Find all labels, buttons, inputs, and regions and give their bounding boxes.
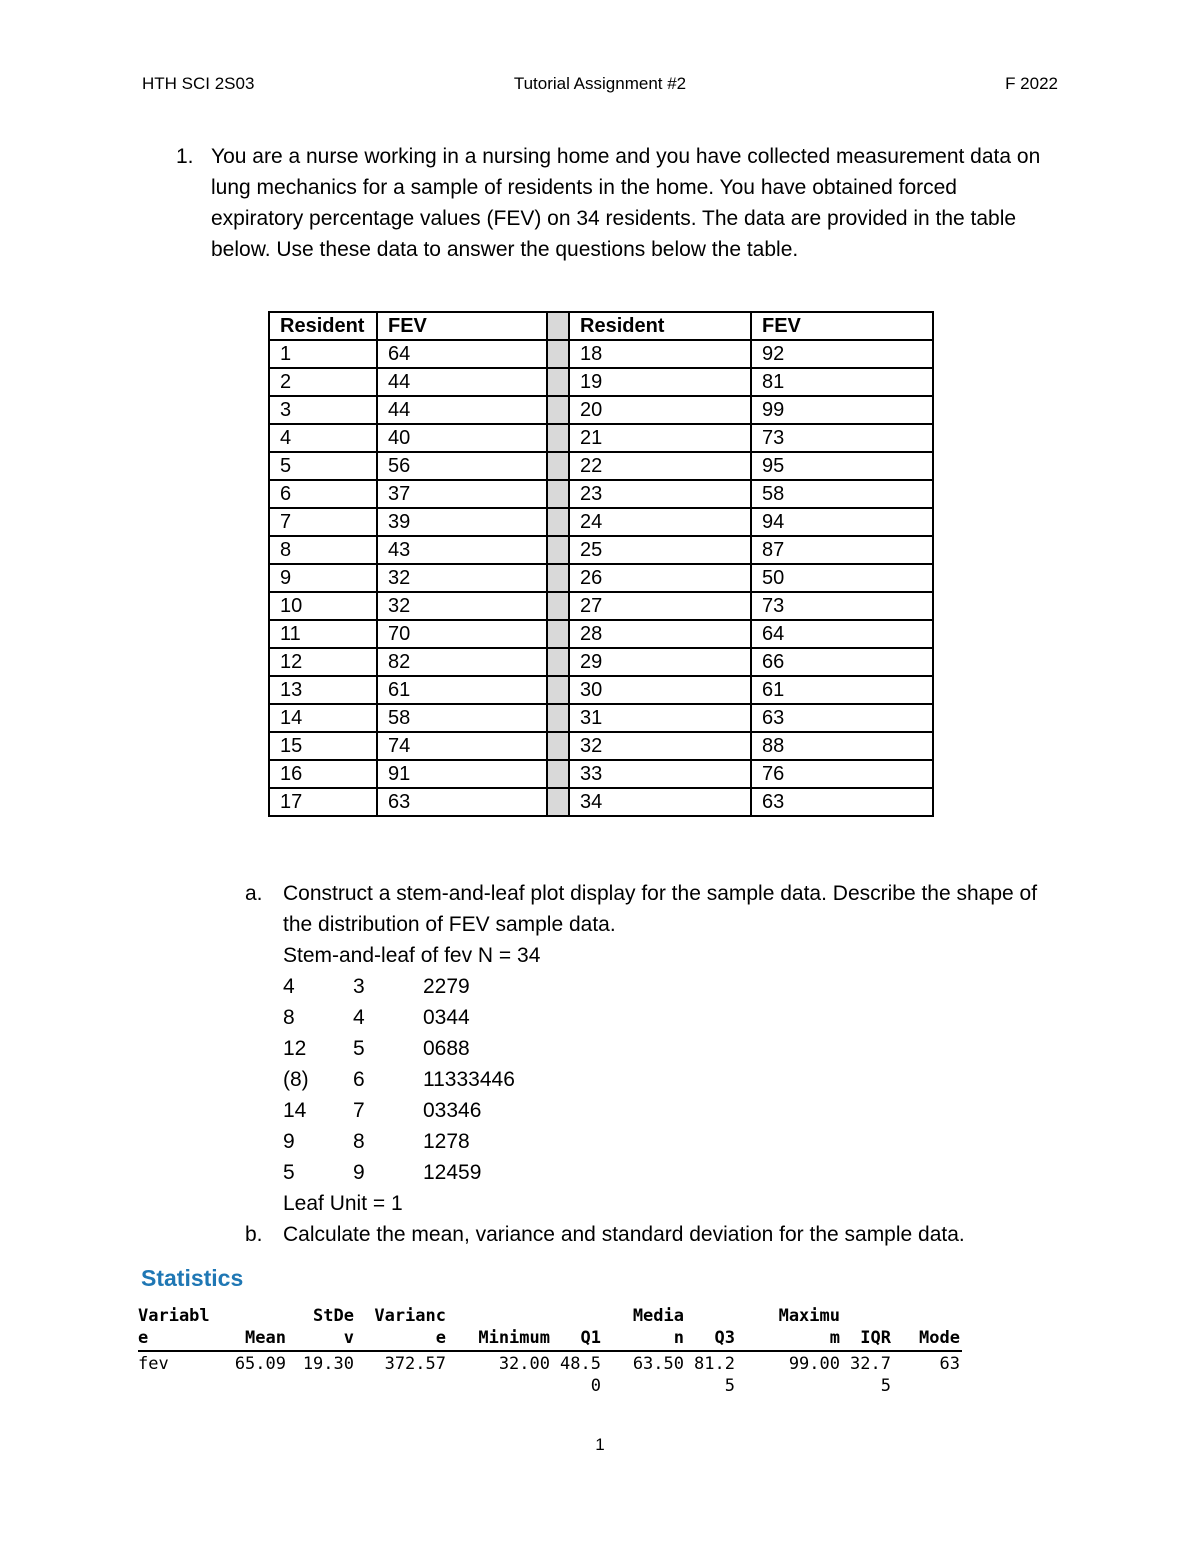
stat-header-text — [245, 1305, 286, 1327]
table-row — [269, 676, 933, 704]
resident-cell: 10 — [269, 592, 377, 620]
stat-header-text: e — [435, 1328, 446, 1348]
fev-cell: 58 — [377, 704, 547, 732]
stemleaf-leaves: 03346 — [423, 1099, 482, 1122]
resident-cell: 12 — [269, 648, 377, 676]
resident-cell: 18 — [569, 340, 751, 368]
fev-cell: 70 — [377, 620, 547, 648]
stat-header-mode — [919, 1305, 960, 1349]
resident-cell: 21 — [569, 424, 751, 452]
part-b-mark: b. — [245, 1223, 263, 1246]
stemleaf-stem: 9 — [353, 1161, 365, 1184]
stat-header-iqr — [860, 1305, 891, 1349]
column-spacer — [547, 480, 569, 508]
fev-cell: 92 — [751, 340, 933, 368]
table-row — [269, 536, 933, 564]
fev-cell: 74 — [377, 732, 547, 760]
stat-header-variance — [374, 1305, 446, 1349]
resident-cell: 2 — [269, 368, 377, 396]
stemleaf-stem: 5 — [353, 1037, 365, 1060]
stat-value-text — [633, 1375, 684, 1397]
stat-header-stdev — [313, 1305, 354, 1349]
resident-cell: 6 — [269, 480, 377, 508]
stat-value-text: 372.57 — [384, 1354, 446, 1374]
stemleaf-stem: 6 — [353, 1068, 365, 1091]
resident-cell: 24 — [569, 508, 751, 536]
resident-cell: 26 — [569, 564, 751, 592]
fev-cell: 58 — [751, 480, 933, 508]
stat-value-minimum — [499, 1353, 550, 1397]
fev-cell: 32 — [377, 592, 547, 620]
stat-value-mode — [940, 1353, 960, 1397]
stat-value-q3 — [694, 1353, 735, 1397]
fev-cell: 63 — [751, 788, 933, 816]
resident-cell: 32 — [569, 732, 751, 760]
header-title: Tutorial Assignment #2 — [513, 74, 687, 93]
stemleaf-leaves: 0344 — [423, 1006, 470, 1029]
column-spacer — [547, 704, 569, 732]
stemleaf-depth: (8) — [283, 1068, 309, 1091]
stat-header-variable — [138, 1305, 210, 1349]
stat-header-text: v — [343, 1328, 354, 1348]
header-resident: Resident — [569, 312, 751, 340]
stemleaf-depth: 9 — [283, 1130, 295, 1153]
header-course: HTH SCI 2S03 — [142, 74, 255, 93]
stat-header-q3 — [715, 1305, 735, 1349]
stat-value-text — [789, 1375, 840, 1397]
stat-value-text — [940, 1375, 960, 1397]
resident-cell: 34 — [569, 788, 751, 816]
stat-header-text: Variabl — [138, 1306, 210, 1326]
fev-cell: 56 — [377, 452, 547, 480]
stat-header-q1 — [581, 1305, 601, 1349]
fev-cell: 82 — [377, 648, 547, 676]
column-spacer — [547, 536, 569, 564]
stat-value-text: 63.50 — [632, 1354, 684, 1374]
table-row — [269, 648, 933, 676]
question-line: expiratory percentage values (FEV) on 34 residents. The data are provided in the table — [211, 207, 1017, 230]
column-spacer — [547, 312, 569, 340]
stat-value-text: 19.30 — [302, 1354, 354, 1374]
table-header-row — [269, 312, 933, 340]
fev-cell: 73 — [751, 592, 933, 620]
stat-header-maximum — [779, 1305, 840, 1349]
stat-value-text: 5 — [724, 1376, 735, 1396]
column-spacer — [547, 340, 569, 368]
table-row — [269, 368, 933, 396]
question-text — [211, 141, 1061, 265]
stat-value-text — [499, 1375, 550, 1397]
stemleaf-leaves: 12459 — [423, 1161, 482, 1184]
stat-header-text — [478, 1305, 550, 1327]
stat-value-text: 81.2 — [694, 1354, 735, 1374]
fev-cell: 32 — [377, 564, 547, 592]
resident-cell: 27 — [569, 592, 751, 620]
fev-cell: 76 — [751, 760, 933, 788]
table-row — [269, 424, 933, 452]
table-row — [269, 788, 933, 816]
stemleaf-stem: 4 — [353, 1006, 365, 1029]
fev-cell: 81 — [751, 368, 933, 396]
statistics-divider — [138, 1350, 962, 1352]
fev-cell: 87 — [751, 536, 933, 564]
part-b-text: Calculate the mean, variance and standard deviation for the sample data. — [283, 1223, 965, 1246]
fev-cell: 50 — [751, 564, 933, 592]
question-line: below. Use these data to answer the questions below the table. — [211, 238, 799, 261]
header-term: F 2022 — [1005, 74, 1058, 93]
table-row — [269, 396, 933, 424]
fev-cell: 64 — [377, 340, 547, 368]
page-number: 1 — [595, 1435, 605, 1454]
stat-header-text: Minimum — [478, 1328, 550, 1348]
fev-cell: 88 — [751, 732, 933, 760]
table-row — [269, 508, 933, 536]
resident-cell: 9 — [269, 564, 377, 592]
table-row — [269, 592, 933, 620]
stat-header-text — [715, 1305, 735, 1327]
fev-cell: 63 — [751, 704, 933, 732]
stat-value-maximum — [789, 1353, 840, 1397]
resident-cell: 19 — [569, 368, 751, 396]
table-row — [269, 564, 933, 592]
stemleaf-depth: 14 — [283, 1099, 307, 1122]
fev-cell: 94 — [751, 508, 933, 536]
question-line: lung mechanics for a sample of residents in the home. You have obtained forced — [211, 176, 957, 199]
resident-cell: 22 — [569, 452, 751, 480]
stat-value-variance — [385, 1353, 446, 1397]
leaf-unit: Leaf Unit = 1 — [283, 1192, 403, 1215]
fev-cell: 44 — [377, 396, 547, 424]
stat-header-text: Q1 — [580, 1328, 601, 1348]
part-a-line: Construct a stem-and-leaf plot display for the sample data. Describe the shape of — [283, 882, 1038, 905]
stat-value-text: 0 — [590, 1376, 601, 1396]
question-number: 1. — [176, 145, 194, 168]
column-spacer — [547, 396, 569, 424]
fev-cell: 64 — [751, 620, 933, 648]
statistics-title: Statistics — [141, 1265, 244, 1291]
table-row — [269, 452, 933, 480]
header-fev: FEV — [751, 312, 933, 340]
stat-value-text: 63 — [939, 1354, 960, 1374]
fev-cell: 40 — [377, 424, 547, 452]
table-row — [269, 620, 933, 648]
resident-cell: 29 — [569, 648, 751, 676]
stat-header-text: Media — [632, 1306, 684, 1326]
stat-value-q1 — [560, 1353, 601, 1397]
resident-cell: 25 — [569, 536, 751, 564]
fev-cell: 99 — [751, 396, 933, 424]
fev-cell: 61 — [377, 676, 547, 704]
stemleaf-leaves: 2279 — [423, 975, 470, 998]
column-spacer — [547, 676, 569, 704]
fev-data-table — [268, 311, 934, 817]
resident-cell: 8 — [269, 536, 377, 564]
stemleaf-depth: 12 — [283, 1037, 307, 1060]
column-spacer — [547, 648, 569, 676]
question-line: You are a nurse working in a nursing home and you have collected measurement data on — [211, 145, 1041, 168]
column-spacer — [547, 760, 569, 788]
resident-cell: 30 — [569, 676, 751, 704]
column-spacer — [547, 508, 569, 536]
column-spacer — [547, 452, 569, 480]
column-spacer — [547, 592, 569, 620]
resident-cell: 16 — [269, 760, 377, 788]
stat-value-text: 32.7 — [850, 1354, 891, 1374]
fev-cell: 43 — [377, 536, 547, 564]
fev-cell: 39 — [377, 508, 547, 536]
resident-cell: 1 — [269, 340, 377, 368]
stemleaf-depth: 4 — [283, 975, 295, 998]
stemleaf-leaves: 1278 — [423, 1130, 470, 1153]
table-row — [269, 340, 933, 368]
stat-header-text: Varianc — [374, 1306, 446, 1326]
fev-cell: 44 — [377, 368, 547, 396]
column-spacer — [547, 368, 569, 396]
fev-cell: 37 — [377, 480, 547, 508]
stat-value-text — [235, 1375, 286, 1397]
stat-header-text: n — [673, 1328, 684, 1348]
column-spacer — [547, 564, 569, 592]
stat-value-text — [385, 1375, 446, 1397]
stat-header-text: Q3 — [714, 1328, 735, 1348]
fev-cell: 61 — [751, 676, 933, 704]
fev-cell: 73 — [751, 424, 933, 452]
stat-value-text: 5 — [880, 1376, 891, 1396]
resident-cell: 5 — [269, 452, 377, 480]
resident-cell: 11 — [269, 620, 377, 648]
stat-header-median — [633, 1305, 684, 1349]
resident-cell: 17 — [269, 788, 377, 816]
table-row — [269, 480, 933, 508]
stemleaf-depth: 5 — [283, 1161, 295, 1184]
stemleaf-depth: 8 — [283, 1006, 295, 1029]
column-spacer — [547, 424, 569, 452]
resident-cell: 31 — [569, 704, 751, 732]
stemleaf-stem: 7 — [353, 1099, 365, 1122]
header-fev: FEV — [377, 312, 547, 340]
stemleaf-title: Stem-and-leaf of fev N = 34 — [283, 944, 541, 967]
column-spacer — [547, 620, 569, 648]
resident-cell: 3 — [269, 396, 377, 424]
stat-header-minimum — [478, 1305, 550, 1349]
stat-value-text: 65.09 — [234, 1354, 286, 1374]
stat-value-median — [633, 1353, 684, 1397]
fev-cell: 95 — [751, 452, 933, 480]
fev-cell: 66 — [751, 648, 933, 676]
table-row — [269, 760, 933, 788]
stat-value-text — [303, 1375, 354, 1397]
stat-header-text: IQR — [860, 1328, 891, 1348]
part-a-mark: a. — [245, 882, 263, 905]
stat-header-text: e — [138, 1328, 149, 1348]
stat-header-text — [919, 1305, 960, 1327]
header-resident: Resident — [269, 312, 377, 340]
statistics-table — [138, 1305, 962, 1395]
stat-value-text — [138, 1375, 169, 1397]
stemleaf-stem: 8 — [353, 1130, 365, 1153]
stat-header-text: Mode — [919, 1328, 960, 1348]
stat-value-text: fev — [138, 1354, 169, 1374]
table-row — [269, 704, 933, 732]
resident-cell: 4 — [269, 424, 377, 452]
resident-cell: 33 — [569, 760, 751, 788]
stat-header-text: Mean — [245, 1328, 286, 1348]
stat-value-variable — [138, 1353, 169, 1397]
stat-value-text: 48.5 — [560, 1354, 601, 1374]
stat-header-text — [860, 1305, 891, 1327]
resident-cell: 23 — [569, 480, 751, 508]
stat-value-mean — [235, 1353, 286, 1397]
resident-cell: 15 — [269, 732, 377, 760]
stat-header-text — [581, 1305, 601, 1327]
stat-header-text: StDe — [313, 1306, 354, 1326]
stat-value-text: 99.00 — [788, 1354, 840, 1374]
resident-cell: 14 — [269, 704, 377, 732]
stemleaf-leaves: 11333446 — [423, 1068, 515, 1091]
resident-cell: 13 — [269, 676, 377, 704]
resident-cell: 28 — [569, 620, 751, 648]
table-row — [269, 732, 933, 760]
stemleaf-stem: 3 — [353, 975, 365, 998]
stemleaf-leaves: 0688 — [423, 1037, 470, 1060]
stat-value-text: 32.00 — [498, 1354, 550, 1374]
column-spacer — [547, 732, 569, 760]
part-a-line: the distribution of FEV sample data. — [283, 913, 616, 936]
fev-cell: 63 — [377, 788, 547, 816]
stat-header-text: m — [829, 1328, 840, 1348]
stat-header-mean — [245, 1305, 286, 1349]
stat-value-iqr — [850, 1353, 891, 1397]
column-spacer — [547, 788, 569, 816]
resident-cell: 7 — [269, 508, 377, 536]
stat-value-stdev — [303, 1353, 354, 1397]
resident-cell: 20 — [569, 396, 751, 424]
fev-cell: 91 — [377, 760, 547, 788]
stat-header-text: Maximu — [778, 1306, 840, 1326]
